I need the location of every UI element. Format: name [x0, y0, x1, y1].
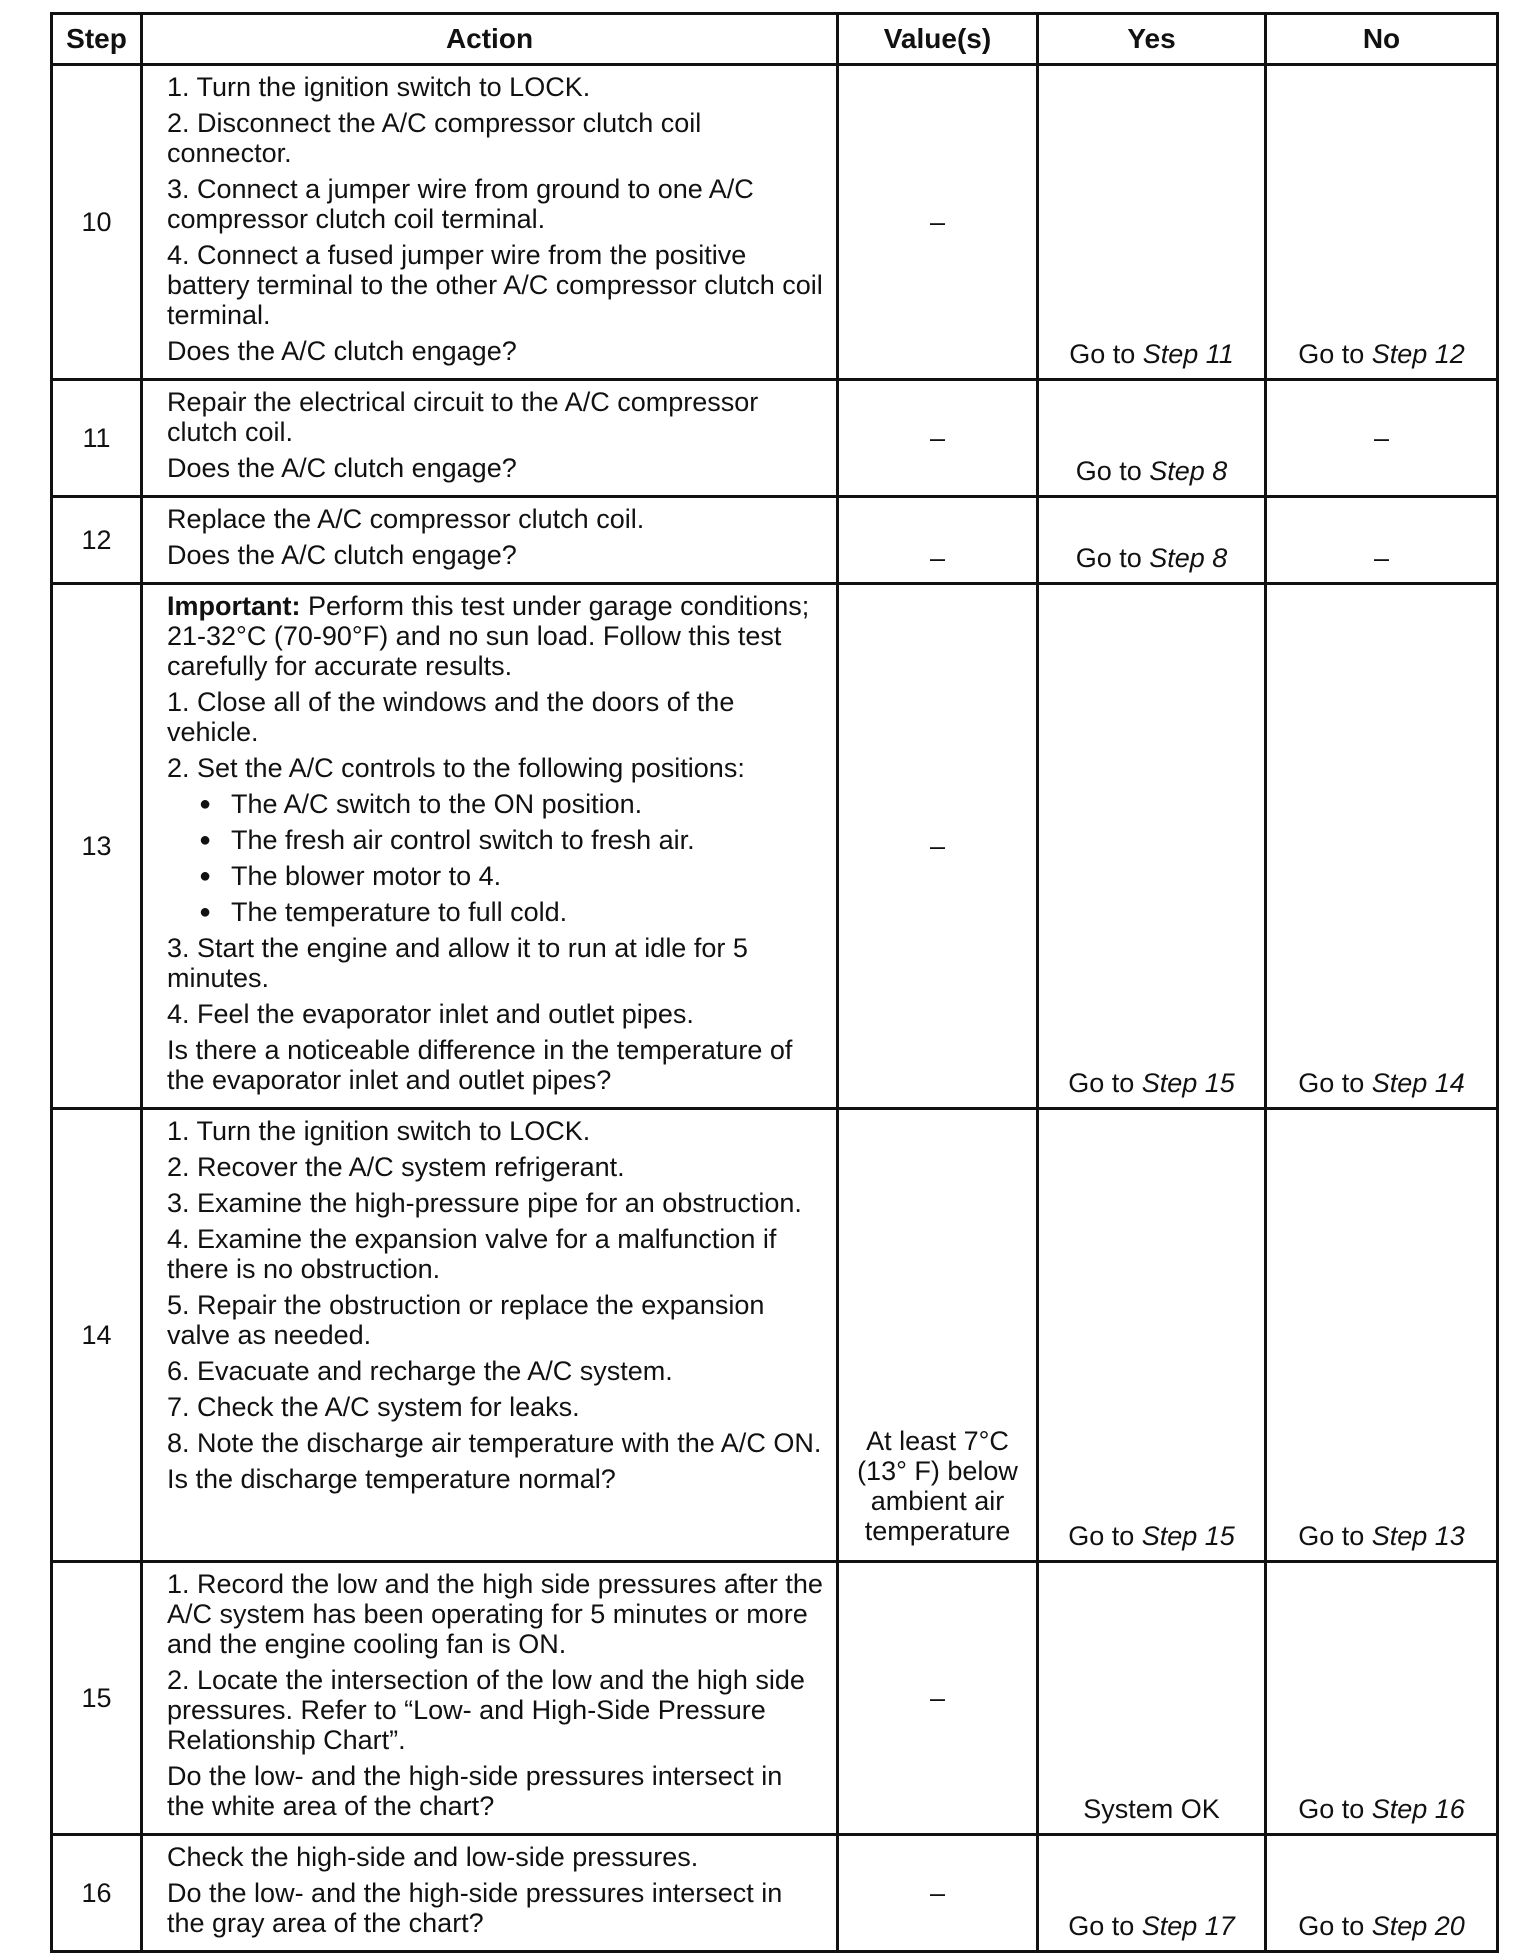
action-cell	[142, 1835, 838, 1952]
step-number: 13	[52, 584, 142, 1109]
diagnostic-table-page	[50, 12, 1496, 1941]
bullet-icon: ●	[199, 793, 212, 815]
no-cell: –	[1266, 380, 1498, 497]
step-number: 16	[52, 1835, 142, 1952]
action-cell	[142, 65, 838, 380]
header-yes: Yes	[1038, 14, 1266, 65]
table-row	[52, 65, 1498, 380]
yes-prefix: Go to	[1075, 543, 1150, 573]
list-item	[199, 861, 826, 891]
table-row	[52, 1562, 1498, 1835]
action-question: Is there a noticeable difference in the temperature of the evaporator inlet and outlet pipes?	[167, 1035, 793, 1095]
action-instruction: 1. Turn the ignition switch to LOCK.	[167, 72, 591, 102]
action-cell	[142, 497, 838, 584]
list-item	[199, 897, 826, 927]
value-cell: –	[838, 1562, 1038, 1835]
bullet-text: The A/C switch to the ON position.	[231, 789, 643, 819]
no-step-link: Step 16	[1371, 1794, 1465, 1824]
yes-step-link: Step 15	[1141, 1521, 1235, 1551]
bullet-text: The fresh air control switch to fresh air.	[231, 825, 695, 855]
table-row	[52, 1835, 1498, 1952]
bullet-icon: ●	[199, 901, 212, 923]
step-number: 11	[52, 380, 142, 497]
step-number: 14	[52, 1109, 142, 1562]
action-question: Is the discharge temperature normal?	[167, 1464, 616, 1494]
yes-cell	[1038, 380, 1266, 497]
action-question: Does the A/C clutch engage?	[167, 453, 517, 483]
header-row	[52, 14, 1498, 65]
step-number: 12	[52, 497, 142, 584]
action-instruction: 3. Start the engine and allow it to run at idle for 5 minutes.	[167, 933, 748, 993]
bullet-icon: ●	[199, 829, 212, 851]
action-question: Do the low- and the high-side pressures intersect in the gray area of the chart?	[167, 1878, 783, 1938]
no-step-link: Step 12	[1371, 339, 1465, 369]
action-instruction: Repair the electrical circuit to the A/C compressor clutch coil.	[167, 387, 759, 447]
no-step-link: Step 14	[1371, 1068, 1465, 1098]
no-prefix: Go to	[1298, 1068, 1372, 1098]
yes-prefix: Go to	[1075, 456, 1150, 486]
action-cell	[142, 380, 838, 497]
step-number: 15	[52, 1562, 142, 1835]
yes-step-link: Step 15	[1141, 1068, 1235, 1098]
action-instruction: 6. Evacuate and recharge the A/C system.	[167, 1356, 673, 1386]
action-instruction: 1. Turn the ignition switch to LOCK.	[167, 1116, 591, 1146]
yes-step-link: Step 8	[1149, 543, 1228, 573]
action-instruction: Replace the A/C compressor clutch coil.	[167, 504, 645, 534]
action-instruction: 3. Examine the high-pressure pipe for an obstruction.	[167, 1188, 802, 1218]
list-item	[199, 789, 826, 819]
yes-prefix: Go to	[1068, 1911, 1142, 1941]
action-instruction: 8. Note the discharge air temperature with the A/C ON.	[167, 1428, 822, 1458]
header-no: No	[1266, 14, 1498, 65]
header-step: Step	[52, 14, 142, 65]
action-cell	[142, 584, 838, 1109]
value-cell: At least 7°C (13° F) below ambient air temperature	[838, 1109, 1038, 1562]
table-row	[52, 584, 1498, 1109]
action-instruction: 4. Connect a fused jumper wire from the positive battery terminal to the other A/C compressor clutch coil terminal.	[167, 240, 823, 330]
yes-cell	[1038, 497, 1266, 584]
action-instruction: 2. Recover the A/C system refrigerant.	[167, 1152, 625, 1182]
value-cell: –	[838, 497, 1038, 584]
step-number: 10	[52, 65, 142, 380]
value-cell: –	[838, 584, 1038, 1109]
bullet-icon: ●	[199, 865, 212, 887]
table-row	[52, 1109, 1498, 1562]
yes-step-link: Step 8	[1149, 456, 1228, 486]
yes-cell	[1038, 1835, 1266, 1952]
action-instruction: 7. Check the A/C system for leaks.	[167, 1392, 580, 1422]
no-step-link: Step 13	[1371, 1521, 1465, 1551]
action-instruction: 2. Set the A/C controls to the following positions:	[167, 753, 745, 783]
no-cell	[1266, 1562, 1498, 1835]
action-question: Do the low- and the high-side pressures intersect in the white area of the chart?	[167, 1761, 783, 1821]
yes-step-link: Step 17	[1141, 1911, 1235, 1941]
action-instruction: Check the high-side and low-side pressures.	[167, 1842, 699, 1872]
yes-cell	[1038, 65, 1266, 380]
action-instruction: 1. Close all of the windows and the doors of the vehicle.	[167, 687, 735, 747]
no-cell	[1266, 1109, 1498, 1562]
yes-prefix: Go to	[1068, 1521, 1142, 1551]
important-note	[167, 591, 826, 681]
table-row	[52, 497, 1498, 584]
yes-cell	[1038, 584, 1266, 1109]
action-question: Does the A/C clutch engage?	[167, 540, 517, 570]
action-instruction: 4. Examine the expansion valve for a malfunction if there is no obstruction.	[167, 1224, 777, 1284]
yes-prefix: Go to	[1068, 1068, 1142, 1098]
action-instruction: 2. Disconnect the A/C compressor clutch coil connector.	[167, 108, 702, 168]
no-step-link: Step 20	[1371, 1911, 1465, 1941]
value-cell: –	[838, 1835, 1038, 1952]
yes-cell: System OK	[1038, 1562, 1266, 1835]
action-instruction: 5. Repair the obstruction or replace the expansion valve as needed.	[167, 1290, 765, 1350]
action-instruction: 3. Connect a jumper wire from ground to one A/C compressor clutch coil terminal.	[167, 174, 754, 234]
action-cell	[142, 1562, 838, 1835]
diagnostic-table	[50, 12, 1499, 1953]
header-action: Action	[142, 14, 838, 65]
yes-prefix: Go to	[1069, 339, 1143, 369]
table-row	[52, 380, 1498, 497]
important-label: Important:	[167, 591, 301, 621]
action-cell	[142, 1109, 838, 1562]
header-values: Value(s)	[838, 14, 1038, 65]
action-instruction: 2. Locate the intersection of the low and the high side pressures. Refer to “Low- and High-Side Pressure Relationship Chart”.	[167, 1665, 805, 1755]
yes-cell	[1038, 1109, 1266, 1562]
action-question: Does the A/C clutch engage?	[167, 336, 517, 366]
list-item	[199, 825, 826, 855]
important-text: Perform this test under garage conditions; 21-32°C (70-90°F) and no sun load. Follow this test carefully for accurate results.	[167, 591, 810, 681]
bullet-text: The temperature to full cold.	[231, 897, 568, 927]
no-prefix: Go to	[1298, 1794, 1372, 1824]
no-cell	[1266, 65, 1498, 380]
no-prefix: Go to	[1298, 1911, 1372, 1941]
action-instruction: 4. Feel the evaporator inlet and outlet pipes.	[167, 999, 694, 1029]
no-cell	[1266, 1835, 1498, 1952]
value-cell: –	[838, 380, 1038, 497]
action-instruction: 1. Record the low and the high side pressures after the A/C system has been operating for 5 minutes or more and the engine cooling fan is ON.	[167, 1569, 823, 1659]
no-cell	[1266, 584, 1498, 1109]
no-prefix: Go to	[1298, 1521, 1372, 1551]
value-cell: –	[838, 65, 1038, 380]
bullet-text: The blower motor to 4.	[231, 861, 502, 891]
no-prefix: Go to	[1298, 339, 1372, 369]
no-cell: –	[1266, 497, 1498, 584]
yes-step-link: Step 11	[1142, 339, 1234, 369]
